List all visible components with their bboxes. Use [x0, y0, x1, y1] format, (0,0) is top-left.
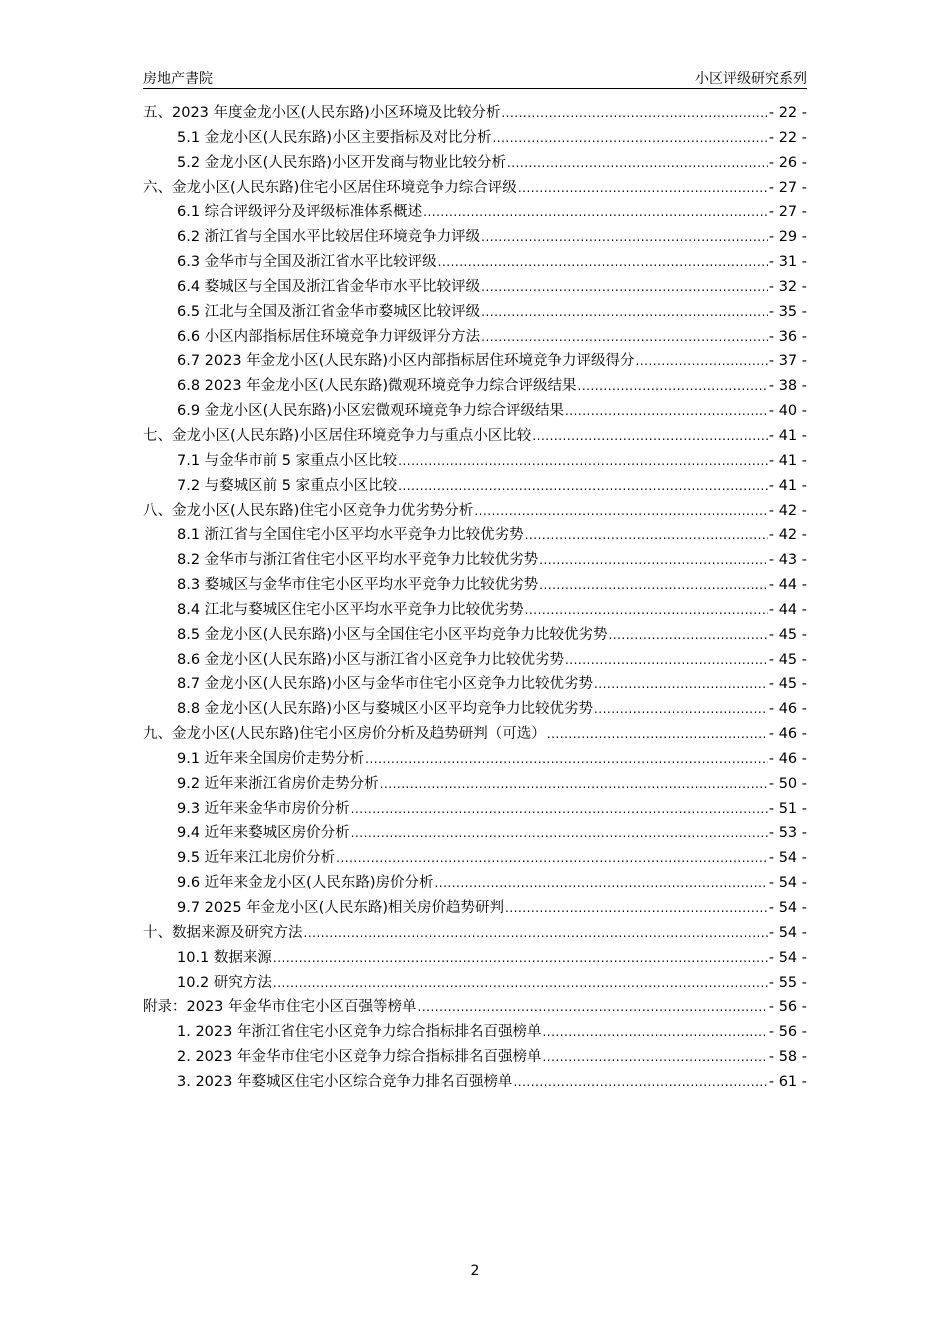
toc-section-entry[interactable] — [143, 995, 807, 1020]
toc-entry-page: - 44 - — [768, 577, 807, 594]
toc-subsection-entry[interactable] — [143, 200, 807, 225]
toc-subsection-entry[interactable] — [143, 349, 807, 374]
toc-entry-title: 6.2 浙江省与全国水平比较居住环境竞争力评级 — [177, 229, 481, 246]
toc-entry-title: 6.1 综合评级评分及评级标准体系概述 — [177, 204, 423, 221]
toc-entry-title: 9.4 近年来婺城区房价分析 — [177, 825, 350, 842]
toc-entry-page: - 45 - — [768, 676, 807, 693]
toc-dot-leader — [594, 672, 768, 697]
toc-section-entry[interactable] — [143, 499, 807, 524]
toc-dot-leader — [380, 772, 768, 797]
toc-entry-title: 9.7 2025 年金龙小区(人民东路)相关房价趋势研判 — [177, 900, 504, 916]
toc-subsection-entry[interactable] — [143, 871, 807, 896]
toc-entry-page: - 50 - — [768, 775, 807, 792]
toc-dot-leader — [518, 176, 768, 201]
toc-entry-title: 9.1 近年来全国房价走势分析 — [177, 750, 365, 767]
toc-subsection-entry[interactable] — [143, 971, 807, 996]
toc-subsection-entry[interactable] — [143, 648, 807, 673]
toc-entry-page: - 27 - — [768, 179, 807, 196]
toc-dot-leader — [542, 1045, 767, 1070]
toc-dot-leader — [594, 697, 768, 722]
toc-subsection-entry[interactable] — [143, 1070, 807, 1095]
toc-entry-title: 九、金龙小区(人民东路)住宅小区房价分析及趋势研判（可选） — [143, 726, 546, 743]
toc-subsection-entry[interactable] — [143, 374, 807, 399]
toc-dot-leader — [423, 200, 768, 225]
toc-entry-title: 2. 2023 年金华市住宅小区竞争力综合指标排名百强榜单 — [177, 1049, 542, 1066]
toc-entry-page: - 41 - — [768, 477, 807, 494]
toc-entry-page: - 41 - — [768, 427, 807, 444]
toc-entry-title: 9.6 近年来金龙小区(人民东路)房价分析 — [177, 875, 434, 892]
toc-entry-title: 6.8 2023 年金龙小区(人民东路)微观环境竞争力综合评级结果 — [177, 378, 577, 395]
toc-section-entry[interactable] — [143, 921, 807, 946]
toc-entry-page: - 55 - — [768, 974, 807, 991]
toc-section-entry[interactable] — [143, 722, 807, 747]
toc-dot-leader — [565, 399, 768, 424]
toc-dot-leader — [532, 424, 768, 449]
toc-dot-leader — [507, 151, 768, 176]
toc-entry-page: - 54 - — [768, 924, 807, 941]
toc-entry-title: 6.9 金龙小区(人民东路)小区宏微观环境竞争力综合评级结果 — [177, 403, 564, 420]
toc-entry-page: - 22 - — [768, 105, 807, 121]
toc-entry-page: - 40 - — [768, 403, 807, 420]
toc-subsection-entry[interactable] — [143, 747, 807, 772]
toc-subsection-entry[interactable] — [143, 573, 807, 598]
toc-entry-page: - 54 - — [768, 949, 807, 966]
toc-dot-leader — [351, 797, 768, 822]
toc-section-entry[interactable] — [143, 424, 807, 449]
toc-entry-page: - 31 - — [768, 254, 807, 271]
toc-subsection-entry[interactable] — [143, 896, 807, 921]
header-right-label: 小区评级研究系列 — [695, 71, 807, 87]
toc-dot-leader — [525, 598, 768, 623]
toc-subsection-entry[interactable] — [143, 623, 807, 648]
toc-subsection-entry[interactable] — [143, 846, 807, 871]
toc-dot-leader — [398, 474, 768, 499]
toc-entry-title: 8.7 金龙小区(人民东路)小区与金华市住宅小区竞争力比较优劣势 — [177, 676, 593, 693]
toc-entry-page: - 38 - — [768, 378, 807, 395]
toc-dot-leader — [351, 821, 768, 846]
toc-dot-leader — [492, 126, 767, 151]
toc-entry-title: 附录：2023 年金华市住宅小区百强等榜单 — [143, 999, 417, 1016]
toc-subsection-entry[interactable] — [143, 474, 807, 499]
toc-entry-page: - 32 - — [768, 278, 807, 295]
toc-dot-leader — [398, 449, 768, 474]
page-number: 2 — [470, 1263, 480, 1279]
toc-dot-leader — [513, 1070, 767, 1095]
toc-subsection-entry[interactable] — [143, 126, 807, 151]
toc-subsection-entry[interactable] — [143, 225, 807, 250]
toc-entry-title: 8.4 江北与婺城区住宅小区平均水平竞争力比较优劣势 — [177, 601, 524, 618]
toc-subsection-entry[interactable] — [143, 598, 807, 623]
toc-entry-title: 9.2 近年来浙江省房价走势分析 — [177, 775, 379, 792]
toc-entry-title: 10.1 数据来源 — [177, 949, 272, 966]
toc-entry-title: 3. 2023 年婺城区住宅小区综合竞争力排名百强榜单 — [177, 1073, 513, 1090]
toc-subsection-entry[interactable] — [143, 399, 807, 424]
toc-subsection-entry[interactable] — [143, 672, 807, 697]
header-left-label: 房地产書院 — [143, 71, 213, 87]
toc-dot-leader — [539, 548, 768, 573]
toc-entry-title: 1. 2023 年浙江省住宅小区竞争力综合指标排名百强榜单 — [177, 1024, 542, 1041]
table-of-contents — [143, 101, 807, 1095]
toc-entry-page: - 45 - — [768, 626, 807, 643]
toc-entry-title: 6.3 金华市与全国及浙江省水平比较评级 — [177, 254, 437, 271]
toc-entry-page: - 45 - — [768, 651, 807, 668]
toc-dot-leader — [336, 846, 768, 871]
toc-dot-leader — [608, 623, 767, 648]
toc-entry-title: 6.4 婺城区与全国及浙江省金华市水平比较评级 — [177, 278, 481, 295]
toc-dot-leader — [505, 896, 768, 921]
toc-entry-title: 6.6 小区内部指标居住环境竞争力评级评分方法 — [177, 328, 481, 345]
toc-entry-page: - 37 - — [768, 353, 807, 370]
toc-subsection-entry[interactable] — [143, 772, 807, 797]
toc-entry-title: 8.1 浙江省与全国住宅小区平均水平竞争力比较优劣势 — [177, 527, 524, 544]
toc-dot-leader — [481, 300, 768, 325]
toc-entry-title: 10.2 研究方法 — [177, 974, 272, 991]
toc-dot-leader — [365, 747, 768, 772]
toc-section-entry[interactable] — [143, 101, 807, 126]
toc-subsection-entry[interactable] — [143, 548, 807, 573]
toc-entry-title: 十、数据来源及研究方法 — [143, 924, 303, 941]
toc-dot-leader — [481, 325, 768, 350]
toc-entry-page: - 42 - — [768, 527, 807, 544]
toc-entry-page: - 46 - — [768, 726, 807, 743]
toc-entry-page: - 56 - — [768, 1024, 807, 1041]
toc-subsection-entry[interactable] — [143, 523, 807, 548]
toc-subsection-entry[interactable] — [143, 821, 807, 846]
toc-dot-leader — [481, 225, 768, 250]
toc-entry-page: - 54 - — [768, 850, 807, 867]
toc-subsection-entry[interactable] — [143, 797, 807, 822]
toc-entry-title: 9.3 近年来金华市房价分析 — [177, 800, 350, 817]
toc-dot-leader — [438, 250, 768, 275]
toc-entry-title: 8.8 金龙小区(人民东路)小区与婺城区小区平均竞争力比较优劣势 — [177, 701, 593, 718]
toc-entry-page: - 61 - — [768, 1073, 807, 1090]
toc-entry-title: 8.3 婺城区与金华市住宅小区平均水平竞争力比较优劣势 — [177, 577, 539, 594]
toc-entry-page: - 46 - — [768, 701, 807, 718]
toc-entry-title: 7.1 与金华市前 5 家重点小区比较 — [177, 452, 398, 469]
toc-subsection-entry[interactable] — [143, 325, 807, 350]
toc-entry-title: 8.2 金华市与浙江省住宅小区平均水平竞争力比较优劣势 — [177, 552, 539, 569]
toc-entry-page: - 43 - — [768, 552, 807, 569]
toc-entry-title: 6.7 2023 年金龙小区(人民东路)小区内部指标居住环境竞争力评级得分 — [177, 353, 635, 370]
toc-subsection-entry[interactable] — [143, 1045, 807, 1070]
toc-entry-page: - 46 - — [768, 750, 807, 767]
toc-subsection-entry[interactable] — [143, 275, 807, 300]
toc-entry-title: 5.2 金龙小区(人民东路)小区开发商与物业比较分析 — [177, 154, 506, 171]
toc-entry-title: 5.1 金龙小区(人民东路)小区主要指标及对比分析 — [177, 129, 492, 146]
toc-entry-title: 7.2 与婺城区前 5 家重点小区比较 — [177, 477, 398, 494]
toc-dot-leader — [304, 921, 768, 946]
toc-entry-page: - 42 - — [768, 502, 807, 519]
toc-entry-title: 七、金龙小区(人民东路)小区居住环境竞争力与重点小区比较 — [143, 427, 532, 444]
toc-dot-leader — [501, 101, 768, 126]
toc-entry-page: - 54 - — [768, 875, 807, 892]
toc-entry-page: - 56 - — [768, 999, 807, 1016]
toc-subsection-entry[interactable] — [143, 946, 807, 971]
toc-entry-page: - 44 - — [768, 601, 807, 618]
toc-subsection-entry[interactable] — [143, 300, 807, 325]
toc-dot-leader — [418, 995, 768, 1020]
toc-dot-leader — [578, 374, 768, 399]
toc-entry-page: - 53 - — [768, 825, 807, 842]
toc-entry-title: 6.5 江北与全国及浙江省金华市婺城区比较评级 — [177, 303, 481, 320]
page-header — [143, 68, 807, 89]
toc-entry-page: - 26 - — [768, 154, 807, 171]
toc-subsection-entry[interactable] — [143, 1020, 807, 1045]
toc-subsection-entry[interactable] — [143, 250, 807, 275]
toc-dot-leader — [636, 349, 768, 374]
toc-subsection-entry[interactable] — [143, 697, 807, 722]
toc-dot-leader — [434, 871, 767, 896]
toc-entry-title: 9.5 近年来江北房价分析 — [177, 850, 336, 867]
toc-entry-page: - 58 - — [768, 1049, 807, 1066]
toc-entry-page: - 29 - — [768, 229, 807, 246]
toc-entry-title: 8.6 金龙小区(人民东路)小区与浙江省小区竞争力比较优劣势 — [177, 651, 564, 668]
toc-entry-title: 五、2023 年度金龙小区(人民东路)小区环境及比较分析 — [143, 105, 501, 121]
toc-entry-page: - 27 - — [768, 204, 807, 221]
toc-entry-title: 8.5 金龙小区(人民东路)小区与全国住宅小区平均竞争力比较优劣势 — [177, 626, 608, 643]
toc-dot-leader — [273, 946, 768, 971]
toc-entry-page: - 36 - — [768, 328, 807, 345]
toc-dot-leader — [542, 1020, 767, 1045]
toc-dot-leader — [481, 275, 768, 300]
toc-entry-page: - 22 - — [768, 129, 807, 146]
toc-dot-leader — [539, 573, 768, 598]
toc-entry-page: - 51 - — [768, 800, 807, 817]
toc-entry-page: - 54 - — [768, 900, 807, 916]
toc-entry-page: - 41 - — [768, 452, 807, 469]
toc-dot-leader — [273, 971, 768, 996]
toc-subsection-entry[interactable] — [143, 151, 807, 176]
toc-entry-page: - 35 - — [768, 303, 807, 320]
toc-entry-title: 六、金龙小区(人民东路)住宅小区居住环境竞争力综合评级 — [143, 179, 517, 196]
toc-dot-leader — [525, 523, 768, 548]
toc-dot-leader — [474, 499, 768, 524]
toc-dot-leader — [565, 648, 768, 673]
toc-section-entry[interactable] — [143, 176, 807, 201]
toc-entry-title: 八、金龙小区(人民东路)住宅小区竞争力优劣势分析 — [143, 502, 474, 519]
toc-subsection-entry[interactable] — [143, 449, 807, 474]
toc-dot-leader — [547, 722, 768, 747]
